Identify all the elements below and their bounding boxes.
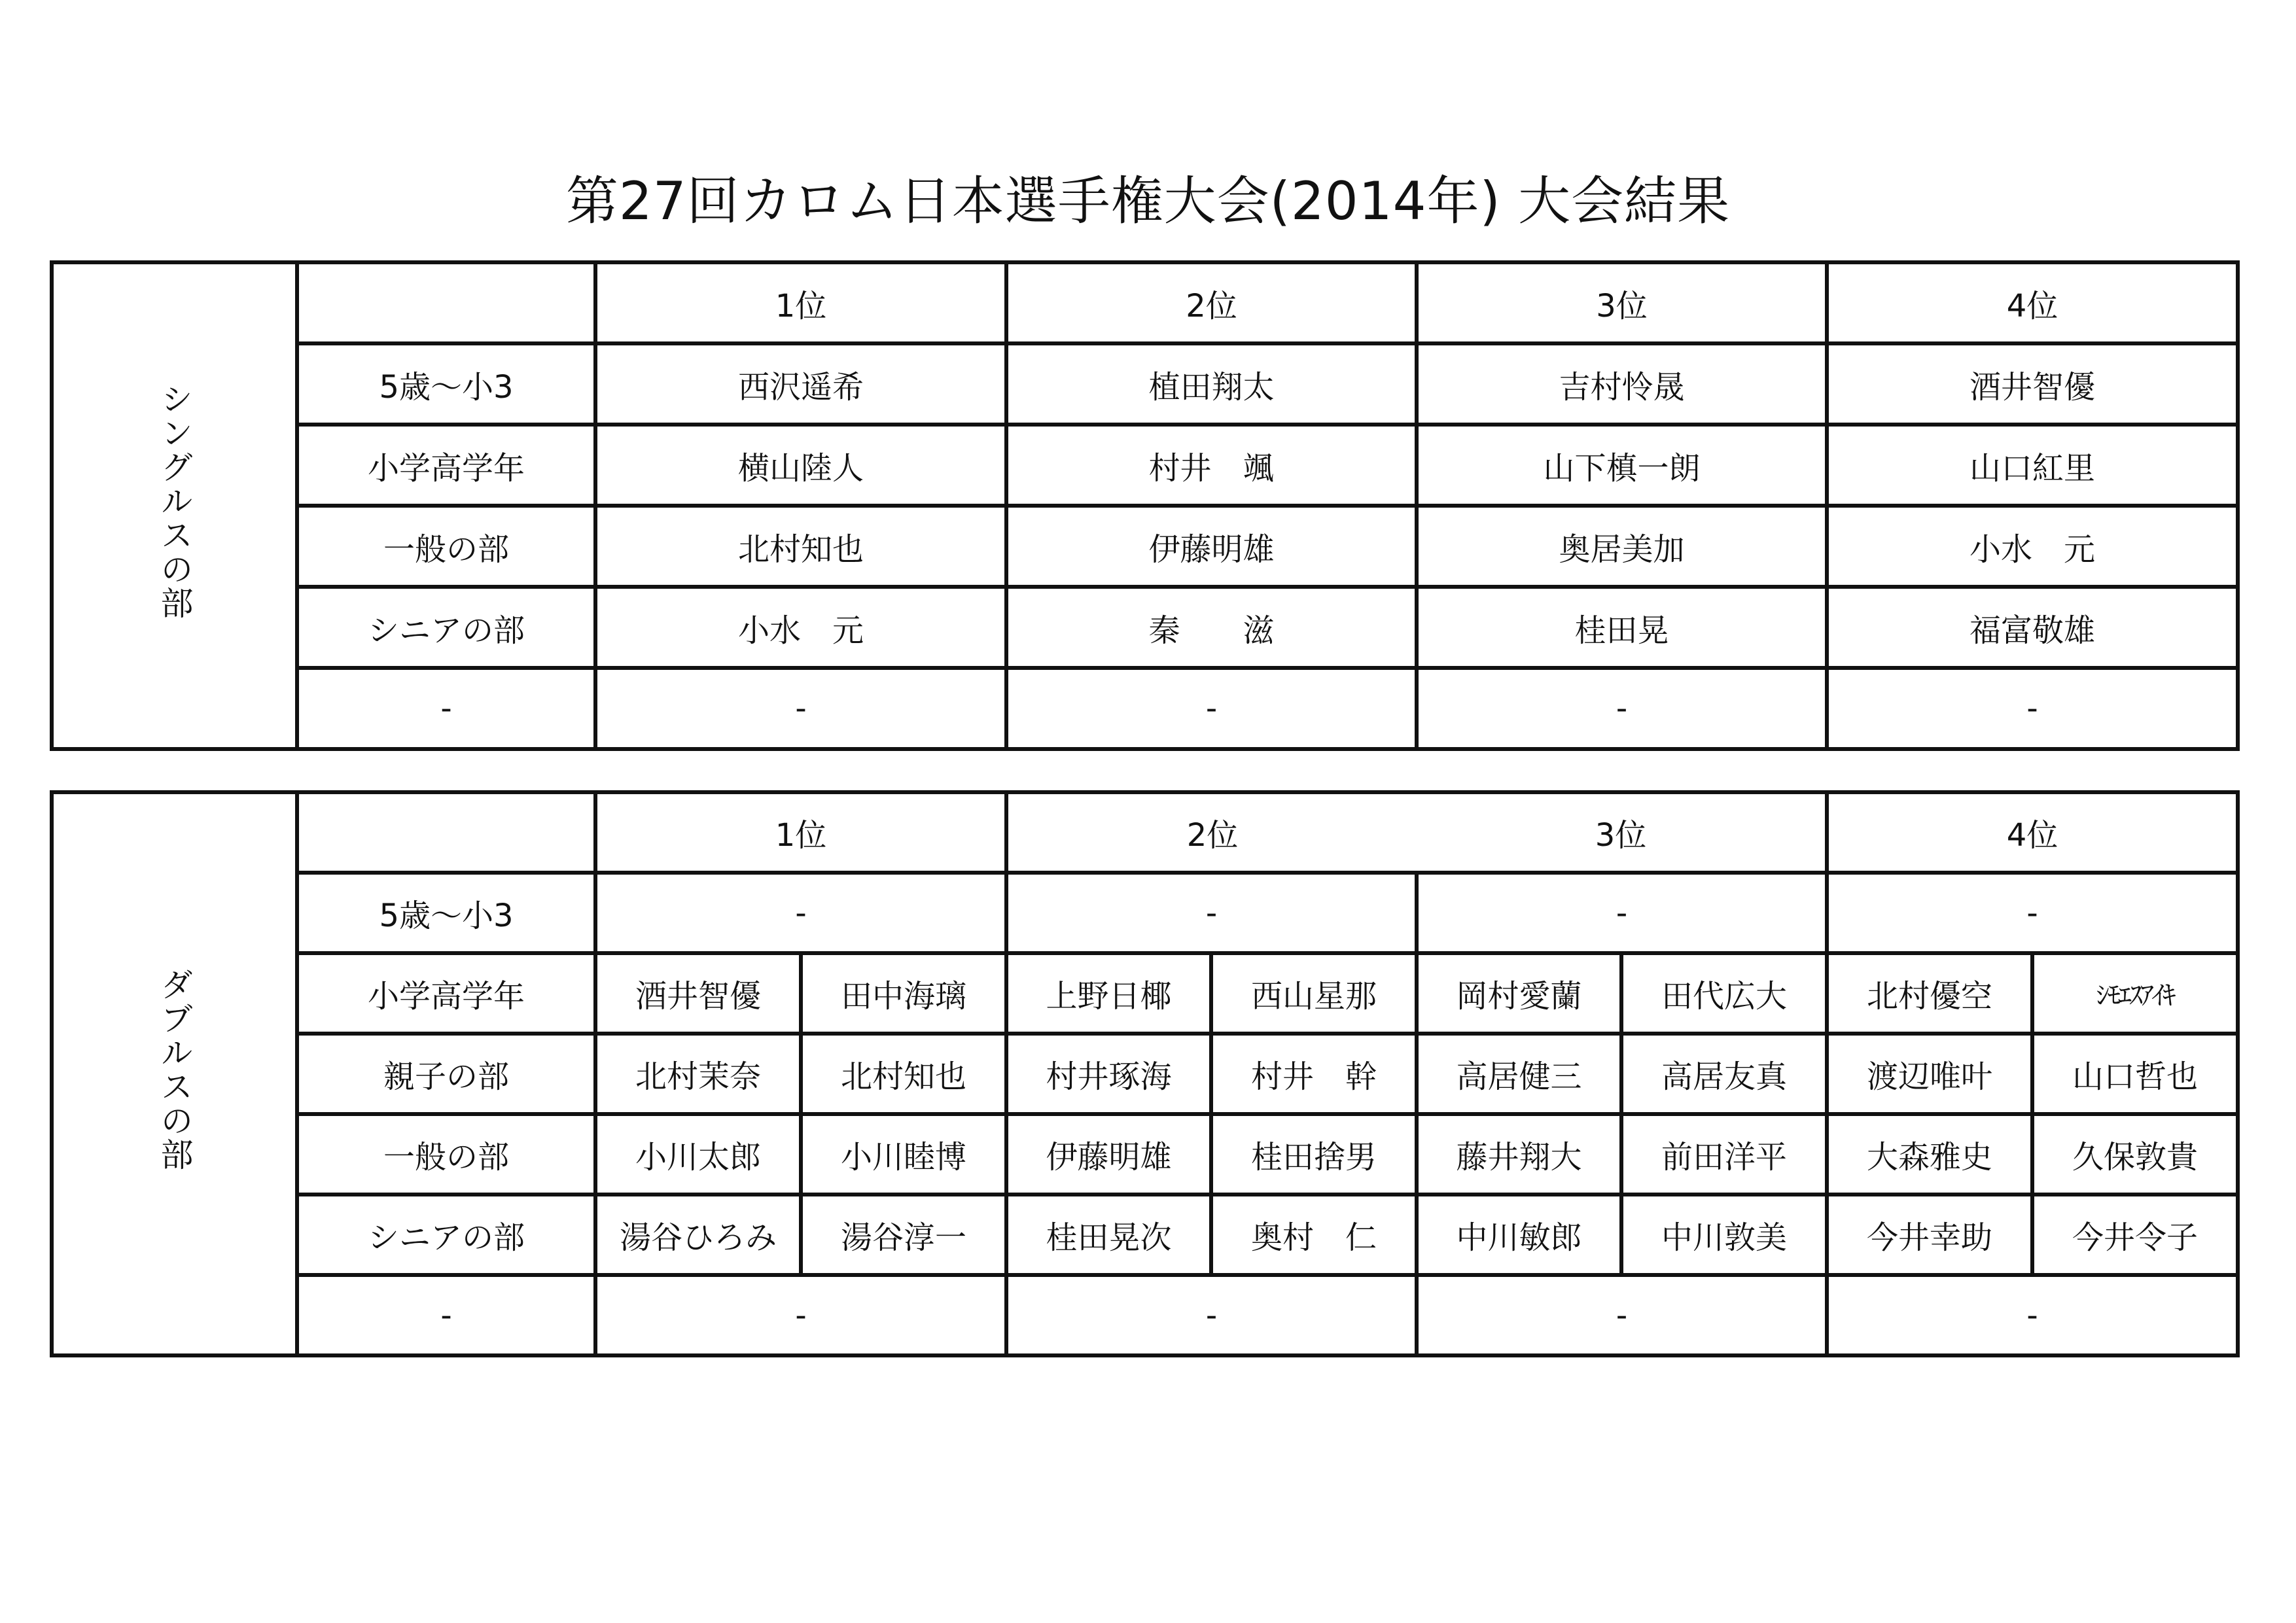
place-3-player-a: 岡村愛蘭 bbox=[1417, 953, 1621, 1034]
header-blank-cell bbox=[297, 792, 595, 873]
place-4-cell: - bbox=[1827, 1275, 2238, 1355]
table-row bbox=[52, 1114, 2238, 1195]
place-2-player-a: 上野日椰 bbox=[1006, 953, 1211, 1034]
place-2-player-a: 村井琢海 bbox=[1006, 1034, 1211, 1114]
place-2-player-a: 伊藤明雄 bbox=[1006, 1114, 1211, 1195]
category-cell: 小学高学年 bbox=[297, 425, 595, 506]
place-3-player-a: 高居健三 bbox=[1417, 1034, 1621, 1114]
place-3-cell: 奥居美加 bbox=[1417, 506, 1827, 587]
doubles-results-table bbox=[50, 790, 2240, 1357]
table-row bbox=[52, 506, 2238, 587]
place-2-player-b: 村井 幹 bbox=[1211, 1034, 1417, 1114]
singles-section-label: シングルスの部 bbox=[52, 262, 297, 749]
place-3-cell: - bbox=[1417, 873, 1827, 953]
table-row bbox=[52, 425, 2238, 506]
place-2-cell: - bbox=[1006, 668, 1417, 749]
table-row bbox=[52, 262, 2238, 343]
place-2-cell: 秦 滋 bbox=[1006, 587, 1417, 668]
category-cell: - bbox=[297, 1275, 595, 1355]
category-cell: - bbox=[297, 668, 595, 749]
place-1-cell: - bbox=[595, 873, 1006, 953]
category-cell: 一般の部 bbox=[297, 1114, 595, 1195]
place-1-player-a: 湯谷ひろみ bbox=[595, 1195, 801, 1275]
place-4-player-b: 久保敦貴 bbox=[2032, 1114, 2238, 1195]
place-4-cell: 福富敬雄 bbox=[1827, 587, 2238, 668]
place-1-player-b: 小川睦博 bbox=[801, 1114, 1006, 1195]
place-4-player-a: 今井幸助 bbox=[1827, 1195, 2032, 1275]
place-1-cell: 横山陸人 bbox=[595, 425, 1006, 506]
place-4-cell: - bbox=[1827, 668, 2238, 749]
place-3-player-b: 中川敦美 bbox=[1621, 1195, 1827, 1275]
category-cell: シニアの部 bbox=[297, 587, 595, 668]
place-1-player-a: 北村茉奈 bbox=[595, 1034, 801, 1114]
header-blank-cell bbox=[297, 262, 595, 343]
category-cell: 5歳～小3 bbox=[297, 873, 595, 953]
place-4-player-a: 渡辺唯叶 bbox=[1827, 1034, 2032, 1114]
place-3-cell: 吉村怜晟 bbox=[1417, 343, 1827, 425]
place-1-player-b: 北村知也 bbox=[801, 1034, 1006, 1114]
header-place-3: 3位 bbox=[1595, 817, 1647, 854]
place-2-player-a: 桂田晃次 bbox=[1006, 1195, 1211, 1275]
place-4-cell: 山口紅里 bbox=[1827, 425, 2238, 506]
header-place-3: 3位 bbox=[1417, 262, 1827, 343]
table-row bbox=[52, 792, 2238, 873]
place-4-cell: 酒井智優 bbox=[1827, 343, 2238, 425]
place-4-player-b: ｼﾓｴｽｱｲｷ bbox=[2032, 953, 2238, 1034]
place-3-player-a: 中川敏郎 bbox=[1417, 1195, 1621, 1275]
place-4-cell: 小水 元 bbox=[1827, 506, 2238, 587]
table-row bbox=[52, 1034, 2238, 1114]
category-cell: 5歳～小3 bbox=[297, 343, 595, 425]
place-4-player-b: 山口哲也 bbox=[2032, 1034, 2238, 1114]
place-1-cell: - bbox=[595, 1275, 1006, 1355]
place-1-cell: - bbox=[595, 668, 1006, 749]
place-1-player-a: 小川太郎 bbox=[595, 1114, 801, 1195]
header-place-2-3 bbox=[1006, 792, 1827, 873]
category-cell: 一般の部 bbox=[297, 506, 595, 587]
place-3-player-b: 前田洋平 bbox=[1621, 1114, 1827, 1195]
table-row bbox=[52, 953, 2238, 1034]
place-2-player-b: 奥村 仁 bbox=[1211, 1195, 1417, 1275]
place-3-player-b: 高居友真 bbox=[1621, 1034, 1827, 1114]
place-2-cell: 伊藤明雄 bbox=[1006, 506, 1417, 587]
page-title: 第27回カロム日本選手権大会(2014年) 大会結果 bbox=[565, 171, 1731, 232]
header-place-4: 4位 bbox=[1827, 262, 2238, 343]
place-1-player-b: 田中海璃 bbox=[801, 953, 1006, 1034]
place-4-player-b: 今井令子 bbox=[2032, 1195, 2238, 1275]
place-2-cell: - bbox=[1006, 873, 1417, 953]
place-3-cell: 山下槙一朗 bbox=[1417, 425, 1827, 506]
table-row bbox=[52, 1195, 2238, 1275]
place-4-player-a: 北村優空 bbox=[1827, 953, 2032, 1034]
place-3-cell: - bbox=[1417, 668, 1827, 749]
place-3-cell: - bbox=[1417, 1275, 1827, 1355]
place-1-cell: 西沢遥希 bbox=[595, 343, 1006, 425]
category-cell: 小学高学年 bbox=[297, 953, 595, 1034]
table-row bbox=[52, 587, 2238, 668]
doubles-section-label: ダブルスの部 bbox=[52, 792, 297, 1355]
place-2-player-b: 桂田捨男 bbox=[1211, 1114, 1417, 1195]
table-row bbox=[52, 873, 2238, 953]
place-3-cell: 桂田晃 bbox=[1417, 587, 1827, 668]
header-place-2: 2位 bbox=[1186, 817, 1239, 854]
place-3-player-a: 藤井翔大 bbox=[1417, 1114, 1621, 1195]
place-4-cell: - bbox=[1827, 873, 2238, 953]
table-row bbox=[52, 1275, 2238, 1355]
place-1-player-a: 酒井智優 bbox=[595, 953, 801, 1034]
header-place-2: 2位 bbox=[1006, 262, 1417, 343]
place-2-cell: - bbox=[1006, 1275, 1417, 1355]
place-4-player-a: 大森雅史 bbox=[1827, 1114, 2032, 1195]
category-cell: 親子の部 bbox=[297, 1034, 595, 1114]
place-1-cell: 小水 元 bbox=[595, 587, 1006, 668]
header-place-1: 1位 bbox=[595, 262, 1006, 343]
place-3-player-b: 田代広大 bbox=[1621, 953, 1827, 1034]
table-row bbox=[52, 343, 2238, 425]
place-2-cell: 植田翔太 bbox=[1006, 343, 1417, 425]
place-2-player-b: 西山星那 bbox=[1211, 953, 1417, 1034]
header-place-4: 4位 bbox=[1827, 792, 2238, 873]
category-cell: シニアの部 bbox=[297, 1195, 595, 1275]
header-place-1: 1位 bbox=[595, 792, 1006, 873]
table-row bbox=[52, 668, 2238, 749]
place-1-cell: 北村知也 bbox=[595, 506, 1006, 587]
place-2-cell: 村井 颯 bbox=[1006, 425, 1417, 506]
place-1-player-b: 湯谷淳一 bbox=[801, 1195, 1006, 1275]
singles-results-table bbox=[50, 260, 2240, 751]
